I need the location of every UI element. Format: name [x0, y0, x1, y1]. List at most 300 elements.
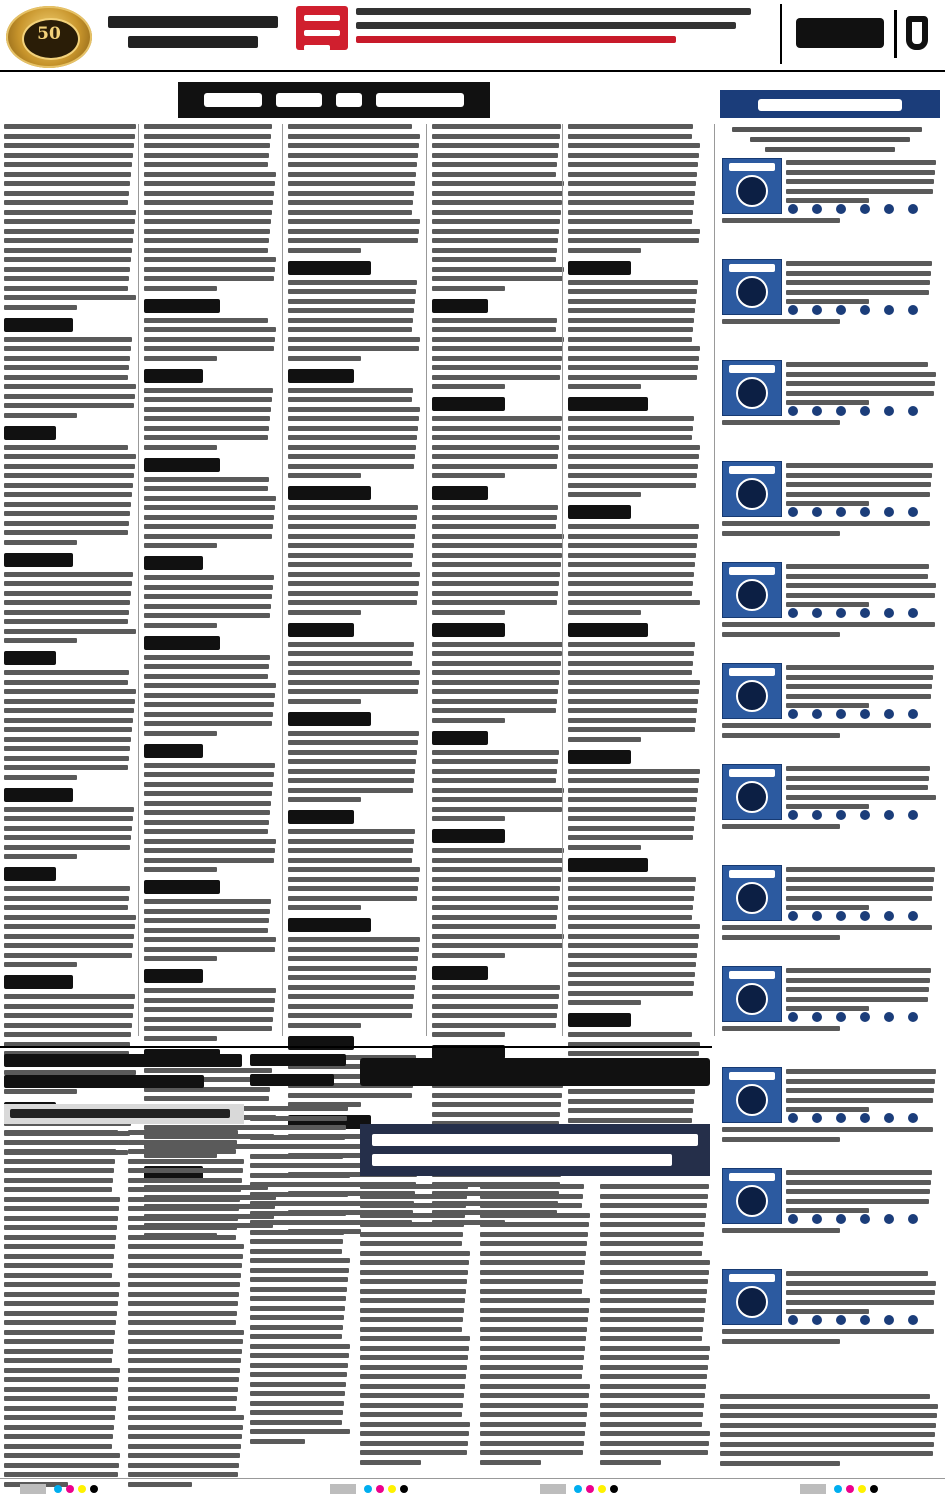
event-line: [144, 191, 274, 196]
event-line: [568, 172, 697, 177]
story-line: [128, 1339, 243, 1344]
event-line: [144, 181, 275, 186]
story-line: [600, 1384, 706, 1389]
event-line: [288, 661, 412, 666]
event-line: [568, 524, 699, 529]
event-line: [568, 219, 692, 224]
event-line: [432, 375, 560, 380]
story-line: [600, 1194, 708, 1199]
event-line: [568, 210, 693, 215]
event-line: [568, 426, 693, 431]
lucky-dot: [788, 1315, 798, 1325]
event-line: [144, 153, 269, 158]
story-exam-headline: [4, 1054, 244, 1100]
story-line: [4, 1349, 113, 1354]
event-line: [432, 788, 564, 793]
event-line: [144, 318, 268, 323]
story-line: [128, 1140, 237, 1145]
city-heading: [432, 731, 488, 745]
story-column: [4, 1130, 120, 1491]
event-line: [288, 581, 419, 586]
story-line: [4, 1311, 117, 1316]
event-line: [432, 797, 563, 802]
city-heading: [144, 880, 220, 894]
event-line: [144, 486, 268, 491]
forecast-line: [786, 1208, 869, 1213]
story-line: [480, 1327, 587, 1332]
sign-forecast-continued: [722, 218, 936, 228]
city-heading: [288, 623, 354, 637]
story-line: [360, 1355, 468, 1360]
sign-forecast-continued: [722, 1228, 936, 1238]
sign-tile: [722, 461, 782, 517]
event-line: [4, 756, 129, 761]
event-line: [4, 680, 128, 685]
story-line: [360, 1374, 466, 1379]
story-line: [4, 1282, 120, 1287]
sign-name: [729, 769, 775, 777]
lucky-dots: [788, 810, 938, 822]
forecast-line: [786, 198, 869, 203]
event-line: [568, 289, 697, 294]
story-line: [128, 1387, 238, 1392]
event-line: [288, 356, 361, 361]
story-line: [360, 1346, 469, 1351]
lucky-dot: [788, 1113, 798, 1123]
event-line: [568, 886, 695, 891]
event-line: [4, 257, 131, 262]
story-line: [250, 1230, 344, 1235]
column-separator: [562, 124, 563, 1036]
story-line: [600, 1393, 705, 1398]
forecast-line: [786, 160, 936, 165]
city-heading: [288, 810, 354, 824]
story-line: [128, 1349, 242, 1354]
story-line: [250, 1325, 343, 1330]
lucky-dot: [836, 1012, 846, 1022]
event-line: [432, 953, 505, 958]
sagittarius-icon: [736, 983, 768, 1015]
dateline: [108, 10, 278, 60]
event-line: [288, 670, 420, 675]
event-line: [144, 664, 269, 669]
story-line: [128, 1330, 244, 1335]
lucky-dot: [908, 608, 918, 618]
registration-grey-block: [20, 1484, 46, 1494]
story-line: [360, 1393, 464, 1398]
story-line: [128, 1244, 244, 1249]
event-line: [144, 407, 271, 412]
forecast-line: [786, 804, 869, 809]
story-column: [128, 1130, 244, 1491]
forecast-line: [786, 905, 869, 910]
event-line: [568, 905, 693, 910]
event-line: [432, 905, 558, 910]
story-line: [4, 1140, 117, 1145]
sign-tile: [722, 1269, 782, 1325]
story-line: [128, 1301, 238, 1306]
story-line: [4, 1225, 117, 1230]
forecast-line: [786, 877, 934, 882]
lucky-dots: [788, 305, 938, 317]
event-line: [288, 153, 418, 158]
story-line: [128, 1178, 242, 1183]
lucky-dot: [812, 305, 822, 315]
event-line: [288, 699, 361, 704]
event-line: [4, 1023, 132, 1028]
event-line: [4, 600, 130, 605]
forecast-line: [786, 574, 928, 579]
event-line: [288, 600, 417, 605]
event-line: [144, 702, 274, 707]
sign-forecast-continued: [722, 1329, 936, 1348]
event-line: [568, 807, 696, 812]
forecast-line: [786, 1309, 869, 1314]
sign-tile: [722, 259, 782, 315]
story-line: [250, 1401, 344, 1406]
event-line: [568, 816, 695, 821]
event-line: [288, 543, 414, 548]
event-line: [432, 435, 560, 440]
registration-dot: [364, 1485, 372, 1493]
event-line: [144, 998, 275, 1003]
event-line: [568, 845, 641, 850]
story-line: [360, 1327, 462, 1332]
event-line: [288, 905, 361, 910]
event-line: [432, 337, 564, 342]
event-line: [144, 327, 276, 332]
forecast-line: [786, 1006, 869, 1011]
event-line: [432, 143, 559, 148]
event-line: [568, 346, 700, 351]
story-line: [4, 1263, 113, 1268]
city-heading: [144, 299, 220, 313]
event-line: [432, 759, 558, 764]
registration-dot: [858, 1485, 866, 1493]
lucky-dot: [884, 204, 894, 214]
event-line: [288, 124, 412, 129]
event-line: [4, 219, 135, 224]
event-line: [4, 708, 134, 713]
event-line: [144, 172, 276, 177]
event-line: [288, 191, 414, 196]
event-line: [288, 975, 416, 980]
event-line: [4, 994, 135, 999]
lucky-dots: [788, 507, 938, 519]
events-column: [144, 124, 276, 1036]
story-line: [480, 1270, 584, 1275]
story-line: [128, 1320, 236, 1325]
almanac-line: [720, 1394, 930, 1399]
city-heading: [144, 369, 203, 383]
cancer-icon: [736, 478, 768, 510]
event-line: [4, 826, 132, 831]
story-line: [128, 1463, 239, 1468]
lucky-dot: [788, 305, 798, 315]
event-line: [568, 473, 697, 478]
story-line: [250, 1372, 347, 1377]
quote-of-the-day-text: [356, 8, 756, 60]
story-line: [128, 1453, 240, 1458]
event-line: [568, 581, 693, 586]
city-heading: [432, 397, 505, 411]
story-line: [4, 1396, 117, 1401]
story-line: [480, 1450, 583, 1455]
event-line: [568, 778, 699, 783]
event-line: [432, 994, 559, 999]
registration-dot: [376, 1485, 384, 1493]
event-line: [288, 200, 413, 205]
event-line: [432, 505, 558, 510]
event-line: [144, 782, 273, 787]
event-line: [432, 600, 557, 605]
event-line: [144, 848, 275, 853]
event-line: [288, 1004, 413, 1009]
event-line: [568, 1118, 692, 1123]
story-line: [250, 1192, 348, 1197]
event-line: [144, 623, 217, 628]
event-line: [4, 699, 135, 704]
event-line: [4, 445, 128, 450]
story-line: [360, 1184, 468, 1189]
city-heading: [144, 744, 203, 758]
registration-grey-block: [330, 1484, 356, 1494]
event-line: [4, 689, 136, 694]
story-line: [250, 1173, 350, 1178]
event-line: [288, 473, 361, 478]
story-line: [360, 1403, 463, 1408]
event-line: [288, 591, 418, 596]
story-line: [4, 1130, 118, 1135]
story-line: [250, 1410, 343, 1415]
story-column: [250, 1106, 350, 1448]
event-line: [568, 915, 692, 920]
story-line: [4, 1463, 119, 1468]
lucky-dot: [812, 911, 822, 921]
event-line: [144, 839, 276, 844]
story-line: [4, 1159, 115, 1164]
lucky-dot: [908, 507, 918, 517]
sign-forecast: [786, 261, 936, 309]
event-line: [144, 200, 273, 205]
forecast-line: [786, 290, 929, 295]
lucky-dot: [884, 507, 894, 517]
story-line: [250, 1353, 349, 1358]
city-heading: [568, 750, 631, 764]
sign-forecast: [786, 968, 936, 1016]
event-line: [4, 384, 136, 389]
event-line: [4, 143, 134, 148]
story-line: [600, 1251, 702, 1256]
event-line: [288, 238, 418, 243]
lucky-dot: [860, 507, 870, 517]
event-line: [432, 515, 557, 520]
event-line: [4, 153, 133, 158]
story-schemes-headline: [360, 1058, 710, 1114]
event-line: [568, 1032, 692, 1037]
event-line: [4, 511, 130, 516]
event-line: [432, 534, 564, 539]
story-schemes-deck: [360, 1124, 710, 1176]
lucky-dot: [860, 1315, 870, 1325]
story-line: [360, 1308, 464, 1313]
event-line: [288, 797, 361, 802]
event-line: [288, 740, 418, 745]
event-line: [432, 886, 560, 891]
event-line: [144, 238, 269, 243]
story-line: [480, 1298, 590, 1303]
event-line: [432, 200, 562, 205]
lucky-dots: [788, 1113, 938, 1125]
story-line: [4, 1368, 120, 1373]
event-line: [4, 337, 132, 342]
event-line: [288, 318, 413, 323]
lucky-dot: [908, 911, 918, 921]
story-line: [250, 1439, 305, 1444]
registration-dot: [870, 1485, 878, 1493]
forecast-line: [722, 632, 840, 637]
event-line: [288, 346, 419, 351]
story-line: [250, 1154, 343, 1159]
forecast-line: [786, 978, 930, 983]
story-line: [480, 1365, 583, 1370]
story-line: [480, 1251, 586, 1256]
sign-name: [729, 567, 775, 575]
forecast-line: [722, 935, 840, 940]
section-title: [780, 4, 942, 64]
event-line: [568, 327, 693, 332]
story-line: [250, 1287, 347, 1292]
lucky-dot: [812, 507, 822, 517]
story-line: [128, 1358, 241, 1363]
story-line: [360, 1289, 466, 1294]
event-line: [568, 134, 692, 139]
event-line: [144, 909, 270, 914]
event-line: [288, 248, 361, 253]
lucky-dots: [788, 406, 938, 418]
event-line: [568, 200, 694, 205]
event-line: [568, 689, 699, 694]
sign-forecast-continued: [722, 622, 936, 641]
event-line: [144, 505, 275, 510]
city-heading: [4, 975, 73, 989]
story-line: [128, 1425, 243, 1430]
event-line: [568, 610, 641, 615]
forecast-line: [786, 694, 931, 699]
lucky-dot: [788, 507, 798, 517]
event-line: [568, 238, 699, 243]
story-line: [360, 1213, 465, 1218]
event-line: [568, 981, 694, 986]
story-line: [250, 1277, 348, 1282]
event-line: [568, 162, 698, 167]
event-line: [432, 454, 558, 459]
event-line: [288, 299, 415, 304]
event-line: [144, 655, 270, 660]
event-line: [288, 947, 419, 952]
event-line: [288, 289, 416, 294]
event-line: [4, 572, 133, 577]
event-line: [288, 956, 418, 961]
event-line: [568, 299, 696, 304]
story-line: [4, 1434, 113, 1439]
event-line: [288, 642, 414, 647]
story-line: [480, 1260, 585, 1265]
story-line: [480, 1384, 590, 1389]
lucky-dot: [908, 709, 918, 719]
story-line: [250, 1382, 346, 1387]
event-line: [288, 985, 415, 990]
story-line: [128, 1149, 236, 1154]
sign-name: [729, 668, 775, 676]
story-line: [600, 1289, 707, 1294]
story-line: [4, 1320, 116, 1325]
event-line: [432, 124, 561, 129]
event-line: [4, 915, 136, 920]
event-line: [144, 674, 268, 679]
story-line: [250, 1125, 346, 1130]
story-line: [4, 1235, 116, 1240]
event-line: [432, 1004, 558, 1009]
sign-forecast-continued: [722, 1127, 936, 1146]
event-line: [144, 543, 217, 548]
event-line: [288, 877, 419, 882]
story-line: [480, 1412, 587, 1417]
event-line: [432, 543, 563, 548]
event-line: [288, 143, 419, 148]
event-line: [568, 962, 696, 967]
lucky-dot: [908, 204, 918, 214]
story-line: [128, 1197, 240, 1202]
event-line: [144, 210, 272, 215]
sign-tile: [722, 562, 782, 618]
event-line: [4, 619, 128, 624]
event-line: [568, 835, 693, 840]
event-line: [568, 356, 699, 361]
sign-forecast: [786, 564, 936, 612]
event-line: [144, 477, 269, 482]
city-heading: [4, 651, 56, 665]
lucky-dots: [788, 204, 938, 216]
event-line: [288, 788, 413, 793]
event-line: [568, 229, 700, 234]
sign-name: [729, 1173, 775, 1181]
story-line: [480, 1317, 588, 1322]
story-line: [128, 1130, 238, 1135]
event-line: [568, 769, 700, 774]
story-line: [4, 1453, 120, 1458]
sign-name: [729, 466, 775, 474]
forecast-line: [786, 1290, 935, 1295]
registration-dot: [400, 1485, 408, 1493]
event-line: [144, 1026, 272, 1031]
leo-icon: [736, 579, 768, 611]
event-line: [4, 765, 128, 770]
horoscope-sign: [722, 764, 940, 856]
event-line: [288, 731, 419, 736]
registration-grey-block: [800, 1484, 826, 1494]
event-line: [568, 788, 698, 793]
sign-forecast: [786, 362, 936, 410]
events-column: [288, 124, 420, 1036]
forecast-line: [786, 280, 930, 285]
story-line: [600, 1431, 710, 1436]
event-line: [144, 219, 271, 224]
sign-name: [729, 870, 775, 878]
forecast-line: [786, 564, 929, 569]
event-line: [4, 670, 129, 675]
sign-forecast-continued: [722, 1026, 936, 1036]
